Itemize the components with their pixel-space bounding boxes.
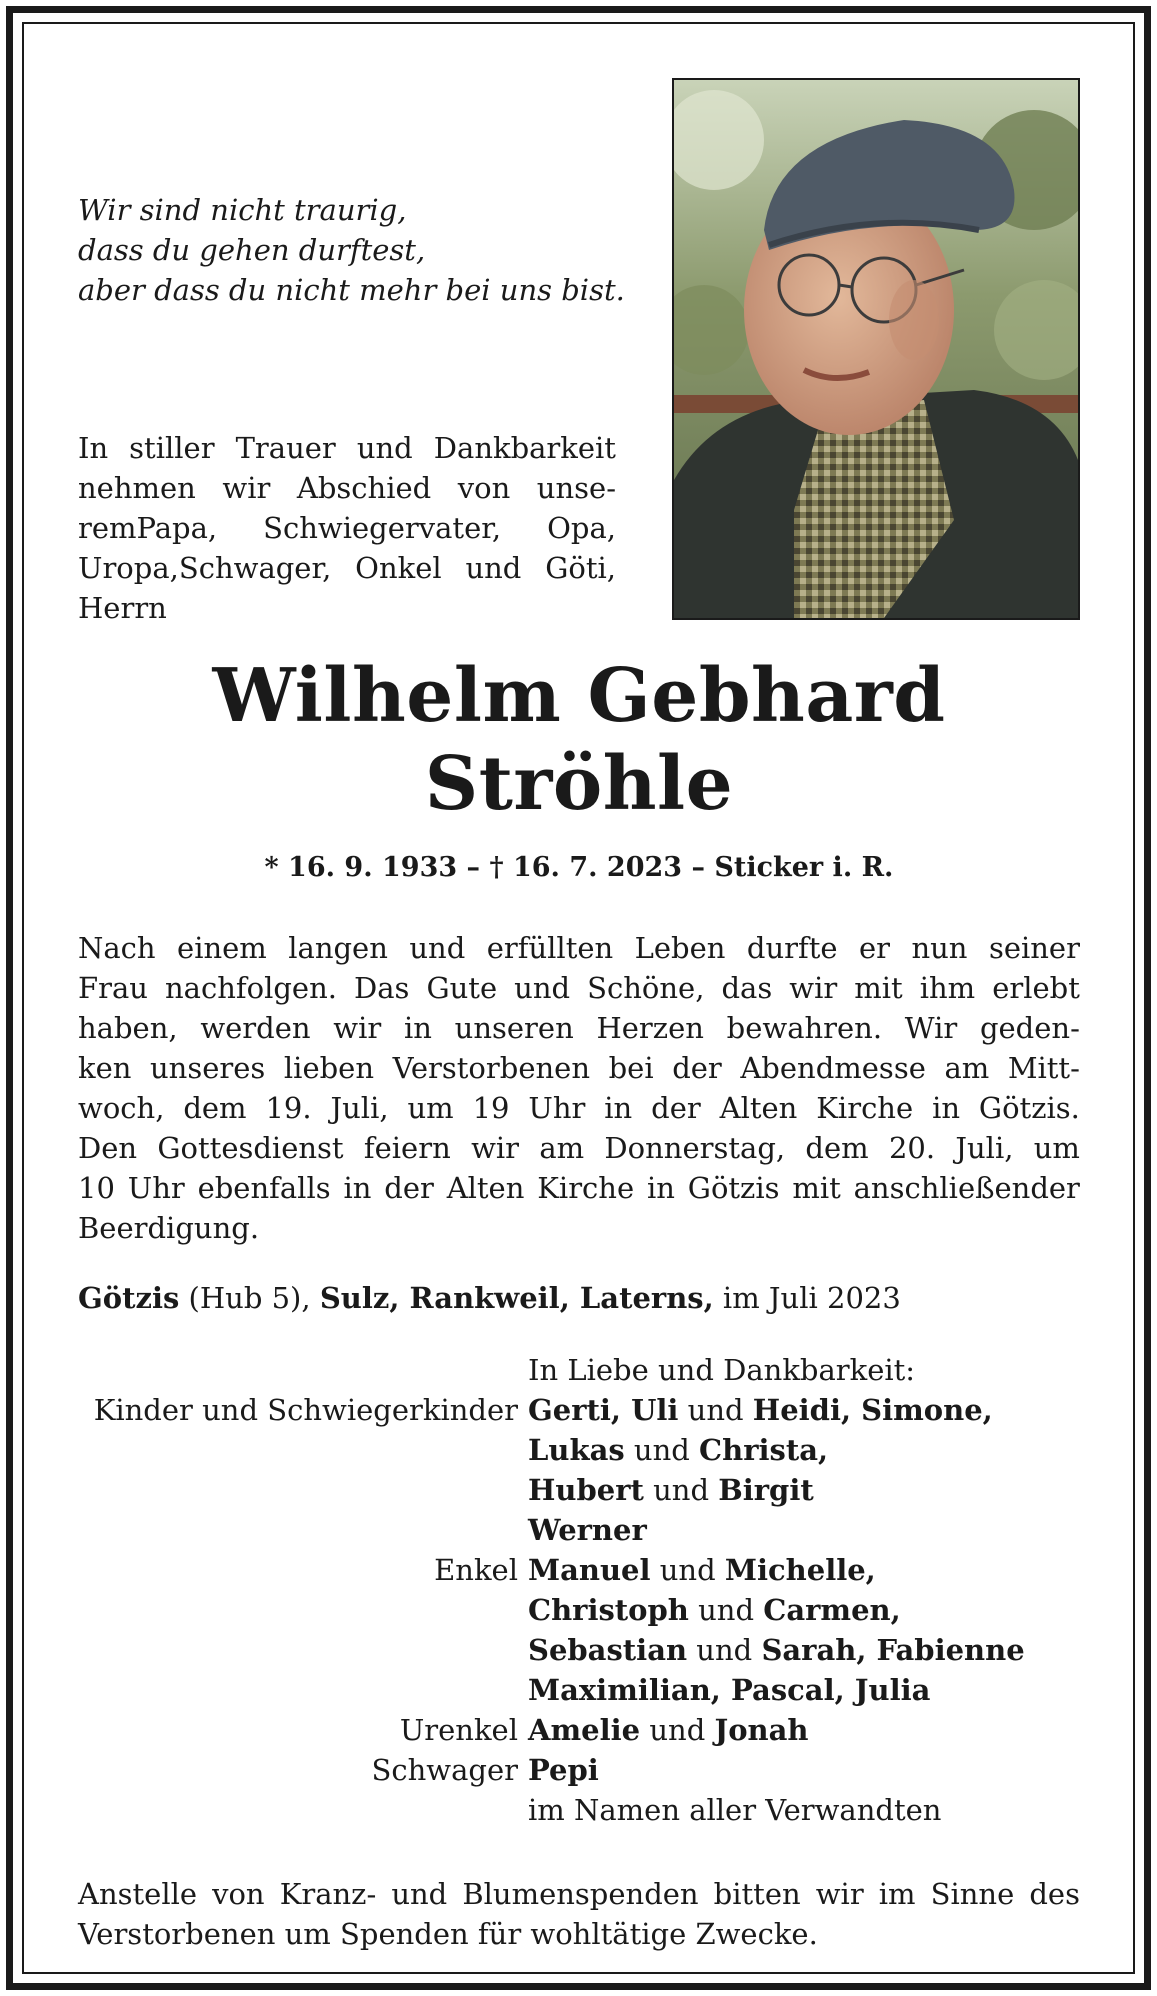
word: erlebt [992, 971, 1080, 1005]
word: durfte [746, 931, 838, 965]
mourner-names [528, 1750, 1080, 1790]
relation-label: Schwager [371, 1753, 518, 1787]
mourners-heading-row [78, 1350, 1080, 1390]
word: Verstorbenen [392, 1051, 591, 1085]
word: wir [222, 471, 271, 505]
word: anschließender [853, 1171, 1080, 1205]
word: Dankbarkeit [433, 431, 616, 465]
word: am [539, 1131, 585, 1165]
mourner-name: Gerti, Uli [528, 1393, 679, 1427]
word: Uhr [528, 1091, 586, 1125]
word: und [409, 931, 466, 965]
place-others: Sulz, Rankweil, Laterns, [319, 1281, 714, 1315]
word: der [672, 1051, 722, 1085]
word: Kirche [537, 1171, 635, 1205]
mourner-row [78, 1710, 1080, 1750]
word: lieben [283, 1051, 375, 1085]
mourner-name: Manuel [528, 1553, 651, 1587]
word: mit [792, 1171, 841, 1205]
word: 20. [888, 1131, 936, 1165]
word: unse- [536, 471, 616, 505]
relation-label [78, 1590, 528, 1630]
mourner-name: Christa, [699, 1433, 829, 1467]
intro-paragraph [78, 428, 616, 628]
text-line [78, 1168, 1080, 1208]
body-paragraph [78, 928, 1080, 1248]
connector-text: und [678, 1393, 753, 1427]
word: um [1033, 1131, 1080, 1165]
relation-label [78, 1790, 528, 1830]
mourner-row [78, 1510, 1080, 1550]
word: im [878, 1877, 916, 1911]
word: 10 [78, 1171, 115, 1205]
place-address: (Hub 5), [179, 1281, 320, 1315]
relation-label [78, 1470, 528, 1510]
word: ihm [919, 971, 976, 1005]
word: wir [471, 1131, 520, 1165]
relation-label [78, 1430, 528, 1470]
text-line-last: Herrn [78, 591, 167, 625]
word: 19. [265, 1091, 312, 1125]
mourner-row [78, 1430, 1080, 1470]
word: bewahren. [726, 1011, 883, 1045]
word: Trauer [235, 431, 336, 465]
word: Das [354, 971, 410, 1005]
word: Onkel [355, 551, 442, 585]
word: Göti, [545, 551, 616, 585]
mourner-row [78, 1670, 1080, 1710]
relation-label: Urenkel [399, 1713, 518, 1747]
word: und [514, 971, 571, 1005]
connector-text: und [643, 1473, 719, 1507]
mourner-name: Michelle, [724, 1553, 876, 1587]
word: bei [608, 1051, 654, 1085]
word: dem [183, 1091, 247, 1125]
connector-text: und [640, 1713, 715, 1747]
word: in [646, 1171, 675, 1205]
word: woch, [78, 1091, 165, 1125]
word: Sinne [930, 1877, 1015, 1911]
word: unseren [454, 1011, 574, 1045]
word: in [343, 1171, 372, 1205]
word: am [944, 1051, 990, 1085]
relation-label [78, 1670, 528, 1710]
mourner-names [528, 1470, 1080, 1510]
word: Kranz- [279, 1877, 377, 1911]
word: des [1029, 1877, 1080, 1911]
word: Juli, [330, 1091, 389, 1125]
mourner-row [78, 1790, 1080, 1830]
word: Mitt- [1007, 1051, 1080, 1085]
word: von [457, 471, 511, 505]
word: remPapa, [78, 511, 218, 545]
mourner-name: Lukas [528, 1433, 625, 1467]
mourner-name: Carmen, [763, 1593, 901, 1627]
word: dem [805, 1131, 869, 1165]
word: Kirche [816, 1091, 914, 1125]
word: nun [911, 931, 968, 965]
text-line-last: Beerdigung. [78, 1211, 260, 1245]
mourner-name: Hubert [528, 1473, 644, 1507]
word: Schöne, [587, 971, 705, 1005]
word: nachfolgen. [164, 971, 337, 1005]
mourners-heading: In Liebe und Dankbarkeit: [528, 1353, 916, 1387]
mourner-row [78, 1630, 1080, 1670]
portrait-photo [672, 78, 1080, 620]
mourner-name: Werner [528, 1513, 647, 1547]
place-date: im Juli 2023 [713, 1281, 901, 1315]
word: Nach [78, 931, 156, 965]
text-line [78, 1088, 1080, 1128]
mourner-name: Pepi [528, 1753, 599, 1787]
word: der [651, 1091, 701, 1125]
name-line-1: Wilhelm Gebhard [212, 653, 946, 739]
word: Götzis [687, 1171, 780, 1205]
text-line [78, 968, 1080, 1008]
word: langen [288, 931, 388, 965]
word: Alten [719, 1091, 798, 1125]
mourner-row [78, 1750, 1080, 1790]
mourner-names [528, 1790, 1080, 1830]
word: und [356, 431, 413, 465]
word: ebenfalls [197, 1171, 331, 1205]
place-town: Götzis [78, 1281, 180, 1315]
mourner-row [78, 1550, 1080, 1590]
word: um [407, 1091, 454, 1125]
word: 19 [472, 1091, 510, 1125]
word: er [858, 931, 891, 965]
word: der [384, 1171, 434, 1205]
word: Gute [426, 971, 498, 1005]
mourner-names [528, 1550, 1080, 1590]
mourner-name: Heidi, Simone, [752, 1393, 993, 1427]
word: In [78, 431, 109, 465]
word: wir [333, 1011, 382, 1045]
mourner-row [78, 1390, 1080, 1430]
word: Gottesdienst [157, 1131, 344, 1165]
poem-line: Wir sind nicht traurig, [78, 193, 407, 227]
poem [78, 190, 638, 310]
name-line-2: Ströhle [424, 741, 734, 827]
text-line [78, 1008, 1080, 1048]
word: werden [200, 1011, 311, 1045]
mourner-name: Maximilian, Pascal, Julia [528, 1673, 931, 1707]
poem-line: aber dass du nicht mehr bei uns bist. [78, 273, 625, 307]
text-line [78, 1128, 1080, 1168]
text-line [78, 1874, 1080, 1914]
connector-text: und [650, 1553, 725, 1587]
word: Alten [446, 1171, 525, 1205]
word: Uhr [127, 1171, 185, 1205]
word: Wir [904, 1011, 958, 1045]
place-line [78, 1278, 1080, 1318]
word: haben, [78, 1011, 178, 1045]
word: das [721, 971, 773, 1005]
word: Uropa,Schwager, [78, 551, 332, 585]
word: wir [789, 971, 838, 1005]
word: von [212, 1877, 265, 1911]
word: Leben [634, 931, 726, 965]
word: unseres [150, 1051, 266, 1085]
word: feiern [363, 1131, 451, 1165]
mourner-names [528, 1430, 1080, 1470]
text-line [78, 428, 616, 468]
mourner-names [528, 1670, 1080, 1710]
word: Opa, [547, 511, 616, 545]
mourner-name: Sebastian [528, 1633, 688, 1667]
word: ken [78, 1051, 132, 1085]
word: und [465, 551, 522, 585]
word: nehmen [78, 471, 196, 505]
word: erfüllten [486, 931, 614, 965]
connector-text: und [687, 1633, 762, 1667]
word: Herzen [596, 1011, 704, 1045]
relation-label: Enkel [434, 1553, 518, 1587]
mourner-name: Amelie [528, 1713, 641, 1747]
relation-label [78, 1630, 528, 1670]
text-line [78, 928, 1080, 968]
word: Frau [78, 971, 148, 1005]
word: bitten [713, 1877, 801, 1911]
word: in [604, 1091, 633, 1125]
mourner-row [78, 1470, 1080, 1510]
word: geden- [979, 1011, 1080, 1045]
text-line [78, 468, 616, 508]
life-dates: * 16. 9. 1933 – † 16. 7. 2023 – Sticker i. R. [264, 852, 894, 883]
mourner-name: Jonah [714, 1713, 809, 1747]
poem-line: dass du gehen durftest, [78, 233, 426, 267]
mourner-names [528, 1710, 1080, 1750]
text-line [78, 508, 616, 548]
portrait-image [674, 80, 1078, 618]
mourner-names [528, 1590, 1080, 1630]
word: stiller [129, 431, 215, 465]
mourner-names [528, 1510, 1080, 1550]
text-line-last: Verstorbenen um Spenden für wohltätige Zwecke. [78, 1917, 818, 1951]
word: in [932, 1091, 961, 1125]
connector-text: und [624, 1433, 700, 1467]
mourner-row [78, 1590, 1080, 1630]
connector-text: und [688, 1593, 764, 1627]
text-line [78, 1048, 1080, 1088]
mourner-name: Sarah, Fabienne [761, 1633, 1025, 1667]
mourner-names [528, 1630, 1080, 1670]
closing-paragraph [78, 1874, 1080, 1954]
connector-text: im Namen aller Verwandten [528, 1793, 942, 1827]
text-line [78, 548, 616, 588]
word: wir [815, 1877, 864, 1911]
word: Anstelle [78, 1877, 198, 1911]
mourners-list [78, 1350, 1080, 1830]
word: in [403, 1011, 432, 1045]
word: Donnerstag, [604, 1131, 786, 1165]
word: seiner [988, 931, 1080, 965]
word: Götzis. [978, 1091, 1080, 1125]
word: Juli, [955, 1131, 1014, 1165]
word: einem [177, 931, 267, 965]
word: Abschied [296, 471, 432, 505]
mourner-names [528, 1390, 1080, 1430]
word: Den [78, 1131, 138, 1165]
word: Schwiegervater, [263, 511, 502, 545]
word: Blumenspenden [462, 1877, 699, 1911]
deceased-name [78, 652, 1080, 828]
relation-label [78, 1510, 528, 1550]
mourner-name: Birgit [718, 1473, 814, 1507]
word: Abendmesse [740, 1051, 926, 1085]
relation-label: Kinder und Schwiegerkinder [93, 1393, 518, 1427]
mourner-name: Christoph [528, 1593, 689, 1627]
word: und [391, 1877, 448, 1911]
word: mit [854, 971, 903, 1005]
